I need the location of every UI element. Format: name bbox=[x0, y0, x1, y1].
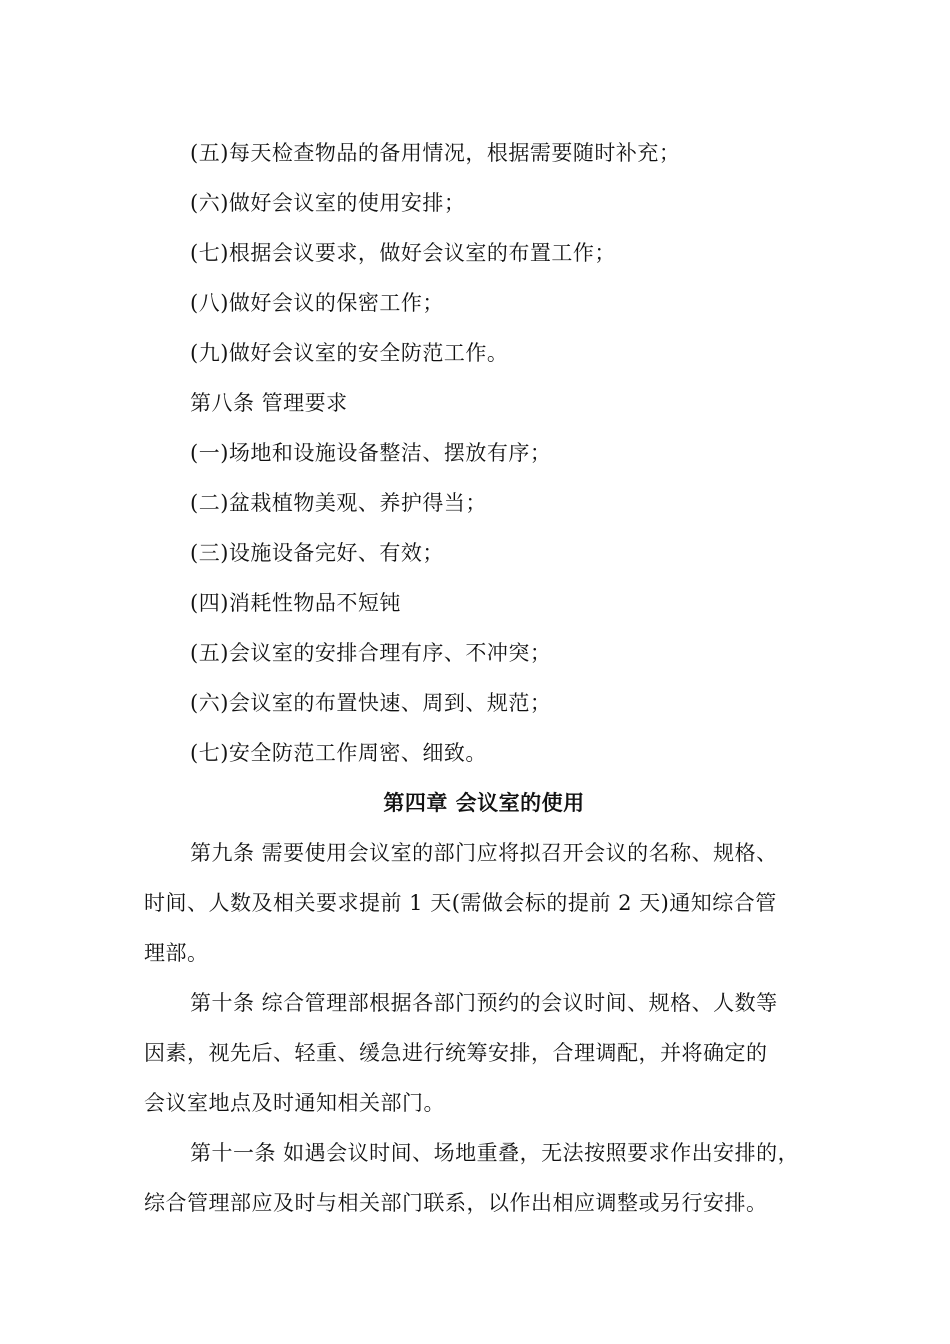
paragraph-line: 会议室地点及时通知相关部门。 bbox=[144, 1091, 445, 1115]
document-body bbox=[144, 128, 824, 1228]
article-9-paragraph bbox=[144, 828, 824, 978]
list-item: (四)消耗性物品不短钝 bbox=[190, 591, 401, 615]
chapter-4-heading: 第四章 会议室的使用 bbox=[383, 790, 585, 815]
list-item: (六)做好会议室的使用安排； bbox=[190, 191, 466, 215]
list-item: (三)设施设备完好、有效； bbox=[190, 541, 444, 565]
paragraph-line: 第十条 综合管理部根据各部门预约的会议时间、规格、人数等 bbox=[190, 991, 778, 1015]
paragraph-line: 综合管理部应及时与相关部门联系，以作出相应调整或另行安排。 bbox=[144, 1191, 768, 1215]
paragraph-line: 时间、人数及相关要求提前 1 天(需做会标的提前 2 天)通知综合管 bbox=[144, 891, 777, 915]
paragraph-line: 第十一条 如遇会议时间、场地重叠，无法按照要求作出安排的， bbox=[190, 1141, 800, 1165]
list-item: (一)场地和设施设备整洁、摆放有序； bbox=[190, 441, 552, 465]
paragraph-line: 因素，视先后、轻重、缓急进行统筹安排，合理调配，并将确定的 bbox=[144, 1041, 768, 1065]
article-11-paragraph bbox=[144, 1128, 824, 1228]
list-item: (五)每天检查物品的备用情况，根据需要随时补充； bbox=[190, 141, 681, 165]
article-10-paragraph bbox=[144, 978, 824, 1128]
list-item: (七)根据会议要求，做好会议室的布置工作； bbox=[190, 241, 616, 265]
paragraph-line: 理部。 bbox=[144, 941, 209, 965]
list-item: (二)盆栽植物美观、养护得当； bbox=[190, 491, 487, 515]
list-item: (九)做好会议室的安全防范工作。 bbox=[190, 341, 509, 365]
list-item: (六)会议室的布置快速、周到、规范； bbox=[190, 691, 552, 715]
list-item: (八)做好会议的保密工作； bbox=[190, 291, 444, 315]
article-8-title: 第八条 管理要求 bbox=[190, 391, 348, 415]
paragraph-line: 第九条 需要使用会议室的部门应将拟召开会议的名称、规格、 bbox=[190, 841, 778, 865]
list-item: (五)会议室的安排合理有序、不冲突； bbox=[190, 641, 552, 665]
list-item: (七)安全防范工作周密、细致。 bbox=[190, 741, 487, 765]
